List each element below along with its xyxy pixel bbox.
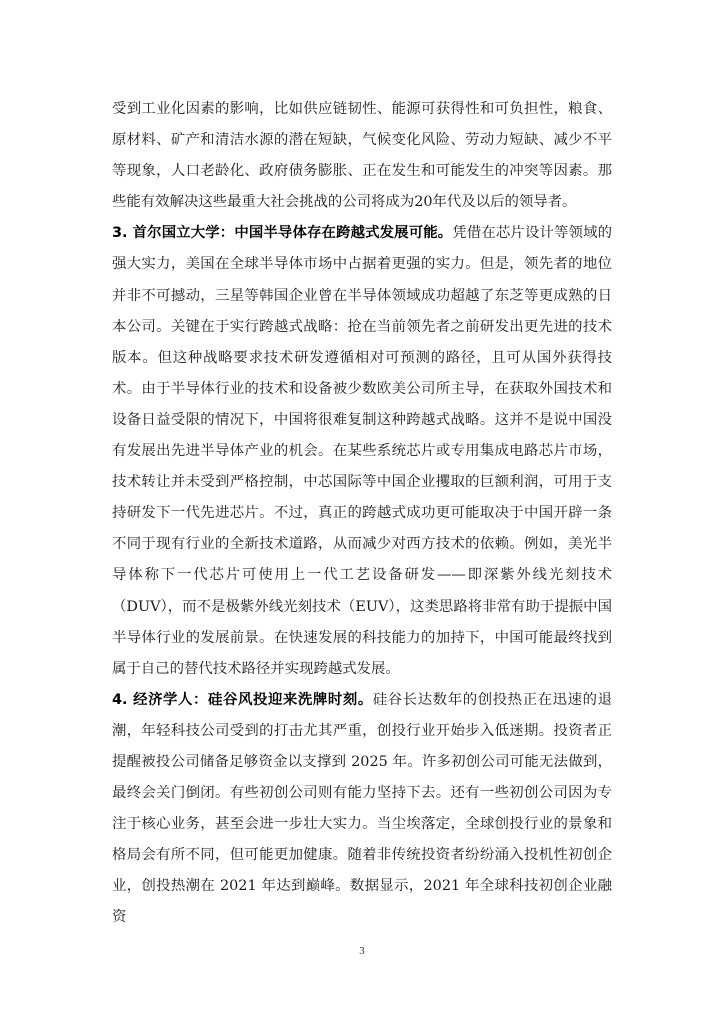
page-number: 3 (359, 945, 365, 957)
paragraph-continuation (112, 94, 612, 218)
paragraph-economist-vc (112, 685, 612, 934)
paragraph-text: 受到工业化因素的影响，比如供应链韧性、能源可获得性和可负担性，粮食、原材料、矿产和清洁水源的潜在短缺，气候变化风险、劳动力短缺、减少不平等现象，人口老龄化、政府债务膨胀、正在发生和可能发生的冲突等因素。那些能有效解决这些最重大社会挑战的公司将成为20年代及以后的领导者。 (112, 101, 612, 211)
document-body (112, 94, 612, 934)
paragraph-text: 凭借在芯片设计等领域的强大实力，美国在全球半导体市场中占据着更强的实力。但是，领先者的地位并非不可撼动，三星等韩国企业曾在半导体领域成功超越了东芝等更成熟的日本公司。关键在于实行跨越式战略：抢在当前领先者之前研发出更先进的技术版本。但这种战略要求技术研发遵循相对可预测的路径，且可从国外获得技术。由于半导体行业的技术和设备被少数欧美公司所主导，在获取外国技术和设备日益受限的情况下，中国将很难复制这种跨越式战略。这并不是说中国没有发展出先进半导体产业的机会。在某些系统芯片或专用集成电路芯片市场，技术转让并未受到严格控制，中芯国际等中国企业攫取的巨额利润，可用于支持研发下一代先进芯片。不过，真正的跨越式成功更可能取决于中国开辟一条不同于现有行业的全新技术道路，从而减少对西方技术的依赖。例如，美光半导体称下一代芯片可使用上一代工艺设备研发——即深紫外线光刻技术（DUV），而不是极紫外线光刻技术（EUV），这类思路将非常有助于提振中国半导体行业的发展前景。在快速发展的科技能力的加持下，中国可能最终找到属于自己的替代技术路径并实现跨越式发展。 (112, 225, 612, 677)
paragraph-snu-semiconductor (112, 218, 612, 684)
section-heading: 3. 首尔国立大学：中国半导体存在跨越式发展可能。 (112, 225, 453, 242)
section-heading: 4. 经济学人：硅谷风投迎来洗牌时刻。 (112, 691, 373, 708)
paragraph-text: 硅谷长达数年的创投热正在迅速的退潮，年轻科技公司受到的打击尤其严重，创投行业开始步入低迷期。投资者正提醒被投公司储备足够资金以支撑到 2025 年。许多初创公司可能无法做到，最终会关门倒闭。有些初创公司则有能力坚持下去。还有一些初创公司因为专注于核心业务，甚至会进一步壮大实力。当尘埃落定，全球创投行业的景象和格局会有所不同，但可能更加健康。随着非传统投资者纷纷涌入投机性初创企业，创投热潮在 2021 年达到巅峰。数据显示，2021 年全球科技初创企业融资 (112, 691, 612, 926)
